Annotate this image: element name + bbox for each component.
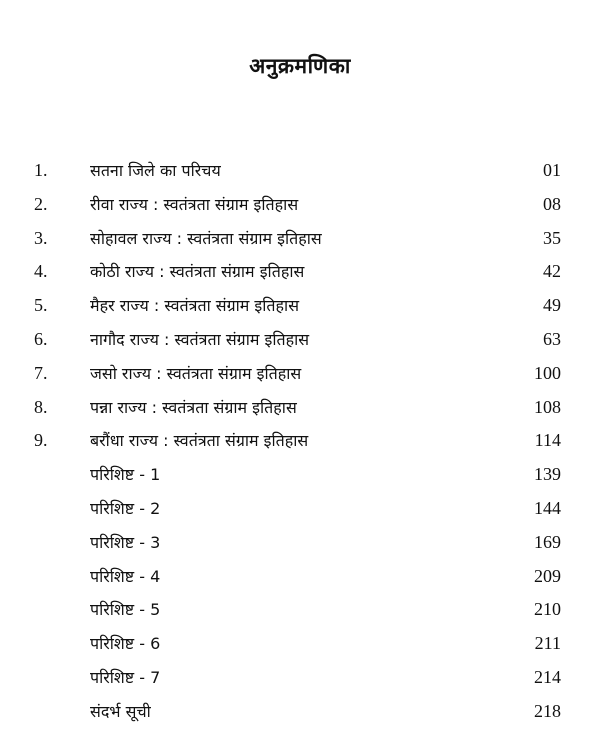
- entry-title: परिशिष्ट - 2: [90, 498, 161, 518]
- entry-page-number: 211: [534, 633, 561, 654]
- toc-entry: [0, 222, 600, 256]
- toc-entry-appendix: [0, 661, 600, 695]
- entry-number: 7.: [34, 362, 48, 383]
- toc-entry: [0, 391, 600, 425]
- toc-entry: [0, 424, 600, 458]
- entry-page-number: 35: [543, 227, 561, 248]
- toc-entry: [0, 255, 600, 289]
- entry-title: परिशिष्ट - 6: [90, 634, 161, 654]
- entry-page-number: 63: [543, 328, 561, 349]
- entry-title: पन्ना राज्य : स्वतंत्रता संग्राम इतिहास: [90, 397, 297, 417]
- toc-entry-appendix: [0, 627, 600, 661]
- entry-number: 1.: [34, 160, 48, 180]
- entry-page-number: 144: [534, 497, 561, 518]
- toc-entry-appendix: [0, 593, 600, 627]
- entry-page-number: 214: [534, 666, 561, 687]
- entry-number: 3.: [34, 227, 48, 248]
- entry-title: बरौंधा राज्य : स्वतंत्रता संग्राम इतिहास: [90, 431, 309, 451]
- entry-number: 5.: [34, 295, 48, 316]
- entry-number: 6.: [34, 328, 48, 349]
- toc-entry-appendix: [0, 458, 600, 492]
- entry-number: 8.: [34, 396, 48, 417]
- toc-entry-appendix: [0, 526, 600, 560]
- toc-entry: [0, 289, 600, 323]
- page-title: अनुक्रमणिका: [249, 54, 351, 78]
- entry-title: मैहर राज्य : स्वतंत्रता संग्राम इतिहास: [90, 296, 300, 316]
- entry-title: नागौद राज्य : स्वतंत्रता संग्राम इतिहास: [90, 329, 310, 349]
- entry-title: सतना जिले का परिचय: [90, 161, 221, 180]
- entry-page-number: 169: [534, 531, 561, 552]
- entry-page-number: 210: [534, 599, 561, 620]
- toc-entry: [0, 323, 600, 357]
- entry-title: जसो राज्य : स्वतंत्रता संग्राम इतिहास: [90, 363, 302, 383]
- entry-page-number: 114: [534, 430, 561, 451]
- entry-title: परिशिष्ट - 7: [90, 667, 161, 687]
- entry-page-number: 49: [543, 295, 561, 316]
- entry-page-number: 08: [543, 193, 561, 214]
- entry-title: संदर्भ सूची: [90, 701, 151, 721]
- entry-title: परिशिष्ट - 1: [90, 465, 161, 485]
- toc-entry: [0, 357, 600, 391]
- entry-title: कोठी राज्य : स्वतंत्रता संग्राम इतिहास: [90, 262, 305, 282]
- entry-title: परिशिष्ट - 5: [90, 600, 161, 620]
- entry-page-number: 108: [534, 396, 561, 417]
- entry-page-number: 209: [534, 565, 561, 586]
- entry-page-number: 100: [534, 362, 561, 383]
- entry-title: सोहावल राज्य : स्वतंत्रता संग्राम इतिहास: [90, 228, 322, 248]
- table-of-contents: [0, 154, 600, 729]
- toc-entry-appendix: [0, 492, 600, 526]
- entry-title: परिशिष्ट - 4: [90, 566, 161, 586]
- entry-number: 2.: [34, 193, 48, 214]
- toc-entry: [0, 154, 600, 188]
- entry-page-number: 42: [543, 261, 561, 282]
- entry-page-number: 218: [534, 700, 561, 721]
- entry-number: 4.: [34, 261, 48, 282]
- toc-entry: [0, 188, 600, 222]
- entry-page-number: 139: [534, 464, 561, 485]
- toc-entry-references: [0, 695, 600, 729]
- entry-page-number: 01: [543, 160, 561, 180]
- entry-number: 9.: [34, 430, 48, 451]
- toc-entry-appendix: [0, 560, 600, 594]
- entry-title: परिशिष्ट - 3: [90, 532, 161, 552]
- entry-title: रीवा राज्य : स्वतंत्रता संग्राम इतिहास: [90, 194, 299, 214]
